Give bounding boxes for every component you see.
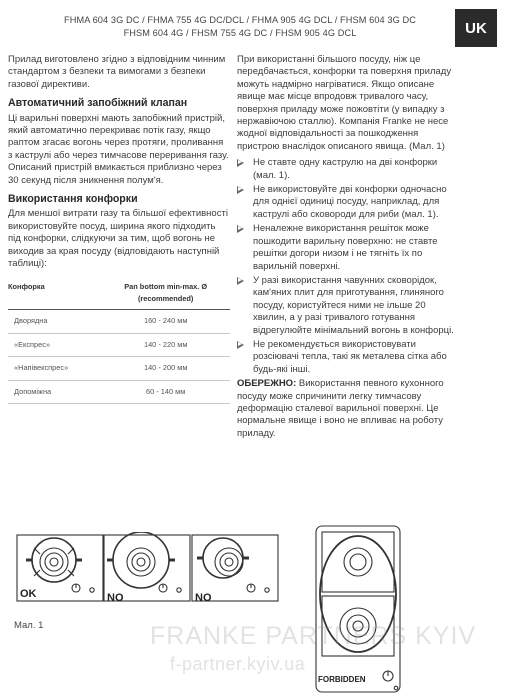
model-list-line-2: FHSM 604 4G / FHSM 755 4G DC / FHSM 905 4G DCL [123,27,357,38]
burner-use-paragraph: Для меншої витрати газу та більшої ефективності використовуйте посуд, ширина якого підходить під конфорки, слідкуючи за тим, щоб вогонь не виходив за края посуду (відповідають наступній таблиці): [8,208,228,270]
table-cell-burner: «Експрес» [8,333,101,356]
table-row [8,380,230,403]
triangle-bullet-icon [237,277,244,285]
figure-label-no-2: NO [195,592,212,604]
list-item-text: У разі використання чавунних сковорідок, кам'яних плит для приготування, глиняного посуду, користуйтеся ними не ільше 20 хвилин, а у разі тривалого готування відрегулюйте мінімальний вогонь в конфорці. [253,274,454,336]
table-row [8,357,230,380]
pan-size-table [8,279,230,404]
list-item-text: Не ставте одну каструлю на дві конфорки (мал. 1). [253,157,438,181]
left-column [8,54,230,404]
list-item [237,275,455,337]
caution-list [237,157,455,376]
table-cell-burner: Допоміжна [8,380,101,403]
warning-label: ОБЕРЕЖНО: [237,378,297,390]
table-row [8,333,230,356]
figure-label-no-1: NO [107,592,124,604]
table-cell-burner: Дворядна [8,310,101,333]
watermark-brand: FRANKE PARTNERS KYIV [150,622,477,650]
warning-text: Використання певного кухонного посуду може спричинити легку тимчасову деформацію сталевої варильної поверхні. Це нормальне явище і воно не впливає на роботу приладу. [237,378,444,439]
table-row [8,310,230,333]
table-cell-size: 160 - 240 мм [101,310,230,333]
table-header-pan-size-line-2: (recommended) [137,293,194,303]
list-item [237,157,455,182]
intro-paragraph: Прилад виготовлено згідно з відповідним чинним стандартом з безпеки та вимогами з безпеки газової директиви. [8,54,226,90]
table-header-burner: Конфорка [8,279,101,310]
table-cell-burner: «Напівекспрес» [8,357,101,380]
list-item-text: Не використовуйте дві конфорки одночасно для однієї одиниці посуду, наприклад, для каструлі або сковороди для риби (мал. 1). [253,184,447,220]
section-title-burner-use: Використання конфорки [8,193,138,206]
list-item-text: Неналежне використання решіток може пошкодити варильну поверхню: не ставте решітки догори низом і не тягніть їх по варильній поверхні. [253,223,438,272]
safety-valve-paragraph: Ці варильні поверхні мають запобіжний пристрій, який автоматично перекриває потік газу, якщо раптом згасає вогонь через протяги, проливання з каструлі або через тимчасове переривання газу. Описаний пристрій вмикається приблизно через 30 секунд після зникнення полум'я. [8,112,229,186]
figure-caption: Мал. 1 [14,620,44,631]
list-item [237,184,455,221]
triangle-bullet-icon [237,186,244,194]
list-item [237,223,455,273]
triangle-bullet-icon [237,341,244,349]
figure-label-forbidden: FORBIDDEN [318,675,366,684]
table-header-row [8,279,230,310]
table-cell-size: 140 - 200 мм [101,357,230,380]
language-badge: UK [455,9,497,47]
figure-label-ok: OK [20,588,37,600]
list-item-text: Не рекомендується використовувати розсіювачі тепла, такі як металева сітка або будь-які інші. [253,338,447,375]
watermark-url: f-partner.kyiv.ua [170,654,306,674]
warning-paragraph [237,378,455,440]
oversize-pan-paragraph: При використанні більшого посуду, ніж це передбачається, конфорки та поверхня приладу можуть надмірно нагріватися. Якщо описане явище має місце впродовж тривалого часу, поверхня приладу може пожовтіти (у випадку з нержавіючою сталлю). Компанія Franke не несе жодної відповідальності за пошкодження пристрою внаслідок описаного явища. (Мал. 1) [237,54,452,152]
model-list [40,14,440,39]
triangle-bullet-icon [237,159,244,167]
right-column [237,54,455,440]
figure-forbidden-pan-across-burners [314,524,404,696]
triangle-bullet-icon [237,225,244,233]
table-cell-size: 60 - 140 мм [101,380,230,403]
table-cell-size: 140 - 220 мм [101,333,230,356]
table-header-pan-size-line-1: Pan bottom min-max. Ø [124,281,208,291]
section-title-safety-valve: Автоматичний запобіжний клапан [8,97,188,110]
table-header-pan-size [101,279,230,310]
model-list-line-1: FHMA 604 3G DC / FHMA 755 4G DC/DCL / FHMA 905 4G DCL / FHSM 604 3G DC [64,15,416,25]
list-item [237,339,455,376]
